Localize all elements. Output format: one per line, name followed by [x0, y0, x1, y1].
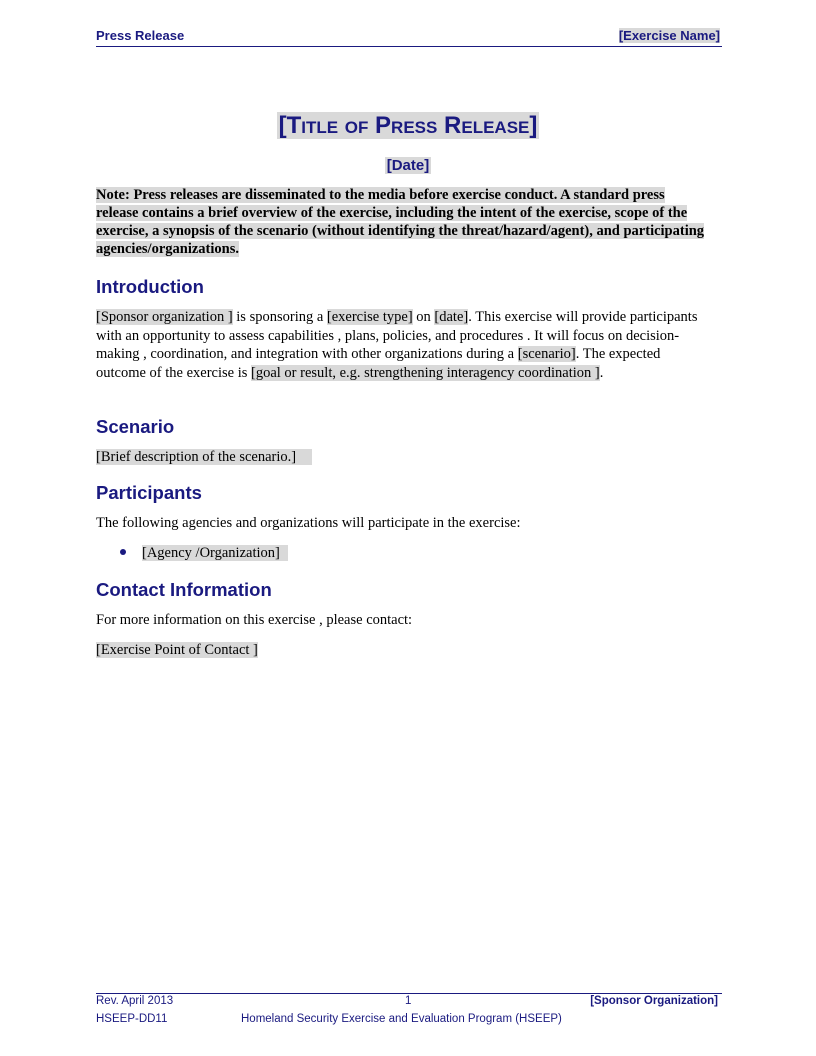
intro-text-5: . [599, 364, 604, 381]
participants-paragraph: The following agencies and organizations will participate in the exercise: [96, 515, 521, 531]
intro-text-3: . This exercise will provide participants with an opportunity to assess capabilities , plans, policies, and procedures . It will focus on decision-making , coordination, and integration with other organizations during a [96, 309, 698, 362]
intro-text-4: . The expected outcome of the exercise is [96, 346, 661, 381]
intro-text-2: on [412, 309, 435, 325]
scenario-heading: Scenario [96, 416, 175, 437]
footer-page-number: 1 [405, 995, 412, 1007]
press-release-date [0, 157, 816, 174]
list-item [120, 545, 288, 562]
bullet-icon [120, 549, 126, 555]
scenario-description-placeholder[interactable]: [Brief description of the scenario.] [96, 449, 312, 465]
scenario-paragraph [96, 448, 708, 467]
participants-heading: Participants [96, 482, 202, 503]
agency-placeholder[interactable]: [Agency /Organization] [142, 545, 288, 561]
sponsor-placeholder[interactable]: [Sponsor organization ] [96, 309, 233, 325]
introduction-paragraph [96, 308, 708, 382]
poc-placeholder[interactable]: [Exercise Point of Contact ] [96, 642, 258, 658]
note-text[interactable]: Note: Press releases are disseminated to the media before exercise conduct. A standard press release contains a brief overview of the exercise, including the intent of the exercise, scope of the exercise, a synopsis of the scenario (without identifying the threat/hazard/agent), and participating agencies/organizations. [96, 187, 705, 257]
intro-date-placeholder[interactable]: [date] [434, 309, 469, 325]
contact-poc-line [96, 641, 708, 660]
exercise-type-placeholder[interactable]: [exercise type] [326, 309, 413, 325]
title-placeholder[interactable]: [Title of Press Release] [278, 112, 538, 139]
introduction-heading: Introduction [96, 276, 204, 297]
note-paragraph [96, 186, 708, 258]
goal-placeholder[interactable]: [goal or result, e.g. strengthening interagency coordination ] [251, 364, 600, 381]
footer-doc-id: HSEEP-DD11 [96, 1013, 168, 1025]
header-doc-type: Press Release [96, 28, 185, 43]
page-footer [96, 993, 722, 1028]
footer-sponsor[interactable]: [Sponsor Organization] [590, 995, 718, 1007]
footer-revision: Rev. April 2013 [96, 995, 174, 1007]
press-release-title [0, 112, 816, 140]
contact-paragraph: For more information on this exercise , please contact: [96, 612, 413, 628]
contact-heading: Contact Information [96, 579, 272, 600]
header-exercise-name[interactable]: [Exercise Name] [618, 28, 720, 43]
page-header [96, 28, 722, 47]
intro-text-1: is sponsoring a [232, 309, 327, 325]
footer-program: Homeland Security Exercise and Evaluation Program (HSEEP) [241, 1013, 562, 1025]
scenario-placeholder[interactable]: [scenario] [517, 346, 576, 362]
date-placeholder[interactable]: [Date] [386, 157, 430, 174]
